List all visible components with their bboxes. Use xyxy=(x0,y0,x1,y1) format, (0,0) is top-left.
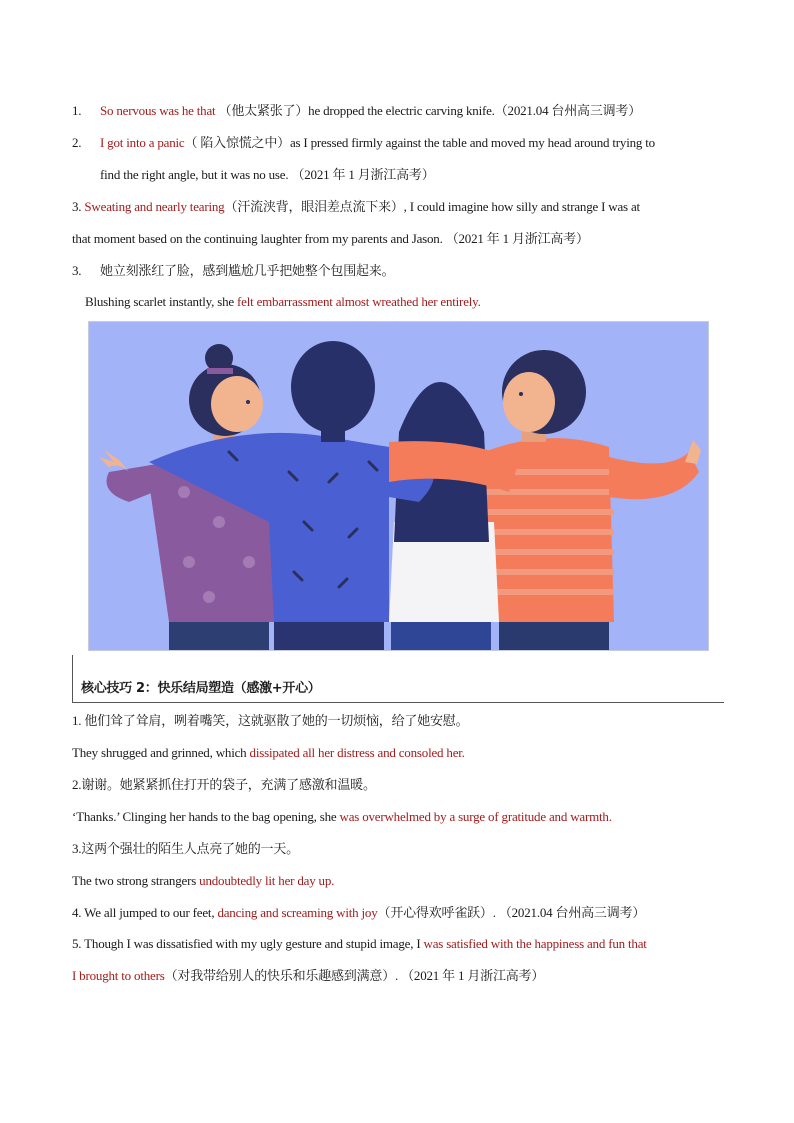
friends-illustration-svg xyxy=(89,322,709,651)
happy-item-1-chinese xyxy=(72,712,724,730)
example-line-4-english xyxy=(85,293,724,311)
line-text: that moment based on the continuing laughter from my parents and Jason. （2021 年 1 月浙江高考） xyxy=(72,231,589,246)
happy-item-2-english xyxy=(72,808,724,826)
highlight-phrase: was overwhelmed by a surge of gratitude and warmth. xyxy=(339,809,612,824)
line-text: ‘Thanks.’ Clinging her hands to the bag opening, she xyxy=(72,809,340,824)
example-line-2 xyxy=(72,134,724,152)
line-text: The two strong strangers xyxy=(72,873,200,888)
example-line-2-continued xyxy=(100,166,724,184)
happy-item-5-continued xyxy=(72,967,724,985)
highlight-phrase: I got into a panic xyxy=(100,135,185,150)
line-text: 5. Though I was dissatisfied with my ugly gesture and stupid image, I xyxy=(72,936,424,951)
example-line-3-continued xyxy=(72,230,724,248)
line-text: find the right angle, but it was no use. （2021 年 1 月浙江高考） xyxy=(100,167,435,182)
line-text: 1. 他们耸了耸肩，咧着嘴笑，这就驱散了她的一切烦恼，给了她安慰。 xyxy=(72,713,469,728)
highlight-phrase: dissipated all her distress and consoled her. xyxy=(249,745,465,760)
line-text: （开心得欢呼雀跃）. （2021.04 台州高三调考） xyxy=(377,905,646,920)
highlight-phrase: was satisfied with the happiness and fun that xyxy=(423,936,647,951)
happy-item-1-english xyxy=(72,744,724,762)
happy-item-2-chinese xyxy=(72,776,724,794)
happy-item-3-english xyxy=(72,872,724,890)
item-number: 3. xyxy=(72,199,85,214)
example-line-1 xyxy=(72,102,724,120)
line-text: 4. We all jumped to our feet, xyxy=(72,905,218,920)
line-text: 3.这两个强壮的陌生人点亮了她的一天。 xyxy=(72,841,299,856)
line-text: （对我带给别人的快乐和乐趣感到满意）. （2021 年 1 月浙江高考） xyxy=(164,968,545,983)
highlight-phrase: undoubtedly lit her day up. xyxy=(199,873,335,888)
friends-hugging-illustration xyxy=(88,321,709,651)
highlight-phrase: I brought to others xyxy=(72,968,165,983)
item-number: 1. xyxy=(72,103,82,118)
section-heading-box xyxy=(72,655,724,703)
happy-item-5 xyxy=(72,935,724,953)
example-line-4-chinese xyxy=(72,262,724,280)
line-text: （他太紧张了）he dropped the electric carving knife.（2021.04 台州高三调考） xyxy=(218,103,642,118)
section-title: 核心技巧 2：快乐结局塑造（感激+开心） xyxy=(81,681,321,696)
item-number: 2. xyxy=(72,135,82,150)
highlight-phrase: dancing and screaming with joy xyxy=(217,905,378,920)
happy-item-3-chinese xyxy=(72,840,724,858)
highlight-phrase: felt embarrassment almost wreathed her entirely. xyxy=(237,294,481,309)
item-number: 3. xyxy=(72,263,82,278)
line-text: （汗流浃背，眼泪差点流下来）, I could imagine how silly and strange I was at xyxy=(224,199,640,214)
line-text: They shrugged and grinned, which xyxy=(72,745,250,760)
highlight-phrase: So nervous was he that xyxy=(100,103,216,118)
line-text: Blushing scarlet instantly, she xyxy=(85,294,237,309)
happy-item-4 xyxy=(72,904,724,922)
line-text: 她立刻涨红了脸，感到尴尬几乎把她整个包围起来。 xyxy=(100,263,395,278)
line-text: 2.谢谢。她紧紧抓住打开的袋子，充满了感激和温暖。 xyxy=(72,777,376,792)
highlight-phrase: Sweating and nearly tearing xyxy=(84,199,225,214)
example-line-3 xyxy=(72,198,724,216)
line-text: （ 陷入惊慌之中）as I pressed firmly against the table and moved my head around trying to xyxy=(184,135,655,150)
